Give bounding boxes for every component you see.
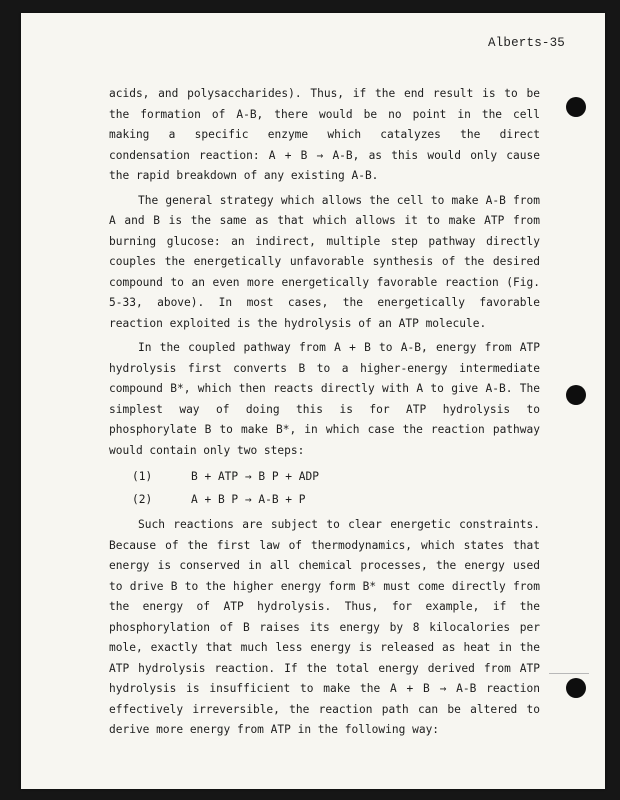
equation-number: (2) [132,493,153,506]
equation-1 [109,465,540,488]
punch-hole [566,385,586,405]
equation-text: A + B P → A-B + P [191,493,306,506]
document-body [109,84,540,741]
page-header: Alberts-35 [487,36,565,50]
paragraph-4: Such reactions are subject to clear energetic constraints. Because of the first law of thermodynamics, which states that energy is conserved in all chemical processes, the energy used to drive B to the higher energy form B* must come directly from the energy of ATP hydrolysis. Thus, for example, if the phosphorylation of B raises its energy by 8 kilocalories per mole, exactly that much less energy is released as heat in the ATP hydrolysis reaction. If the total energy derived from ATP hydrolysis is insufficient to make the A + B → A-B reaction effectively irreversible, the reaction path can be altered to derive more energy from ATP in the following way: [109,518,540,736]
equation-number: (1) [132,470,153,483]
document-page [21,13,605,789]
punch-hole [566,678,586,698]
paragraph-1: acids, and polysaccharides). Thus, if the end result is to be the formation of A-B, there would be no point in the cell making a specific enzyme which catalyzes the direct condensation reaction: A + B → A-B, as this would only cause the rapid breakdown of any existing A-B. [109,87,540,182]
punch-hole [566,97,586,117]
paragraph-2: The general strategy which allows the cell to make A-B from A and B is the same as that which allows it to make ATP from burning glucose: an indirect, multiple step pathway directly couples the energetically unfavorable synthesis of the desired compound to an even more energetically favorable reaction (Fig. 5-33, above). In most cases, the energetically favorable reaction exploited is the hydrolysis of an ATP molecule. [109,193,540,330]
equation-2 [109,488,540,511]
paragraph-3: In the coupled pathway from A + B to A-B, energy from ATP hydrolysis first converts B to a higher-energy intermediate compound B*, which then reacts directly with A to give A-B. The simplest way of doing this is for ATP hydrolysis to phosphorylate B to make B*, in which case the reaction pathway would contain only two steps: [109,341,540,457]
equation-text: B + ATP → B P + ADP [191,470,319,483]
margin-mark [549,673,589,674]
